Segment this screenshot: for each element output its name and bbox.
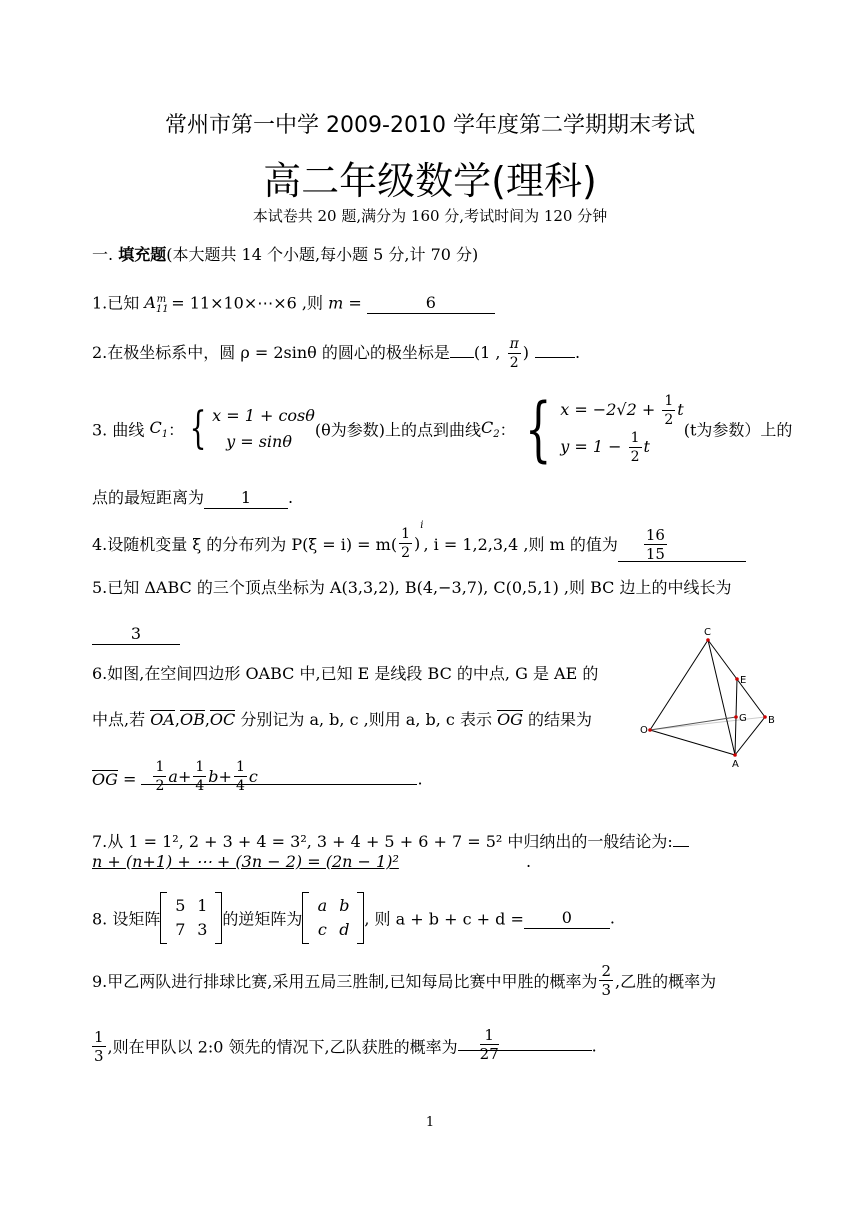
q4-half bbox=[399, 525, 412, 562]
q3-c2-letter: C bbox=[481, 417, 494, 437]
q6-vector-og: OG bbox=[497, 710, 523, 729]
q6-line2-c: 的结果为 bbox=[522, 710, 593, 729]
q3-t-b: t bbox=[643, 437, 650, 456]
page-number: 1 bbox=[425, 1115, 435, 1130]
question-5: 5.已知 ΔABC 的三个顶点坐标为 A(3,3,2), B(4,−3,7), C(0,5,1) ,则 BC 边上的中线长为 bbox=[92, 578, 732, 597]
section-heading bbox=[92, 245, 478, 265]
question-3-line2 bbox=[92, 488, 293, 509]
point-e bbox=[735, 677, 739, 681]
q6-line2-b: 分别记为 a, b, c ,则用 a, b, c 表示 bbox=[235, 710, 498, 729]
q3-line2: 点的最短距离为 bbox=[92, 488, 205, 507]
q8-m1-row1 bbox=[169, 894, 213, 918]
question-1 bbox=[92, 290, 495, 321]
q1-answer: 6 bbox=[367, 293, 495, 314]
q8-m2-cell: a bbox=[317, 896, 328, 915]
q6-plus-2: + bbox=[218, 767, 232, 786]
q6-coef-d3: 4 bbox=[235, 778, 245, 794]
label-g: G bbox=[739, 713, 747, 724]
q8-m2-cell: b bbox=[339, 896, 350, 915]
q6-c: c bbox=[248, 767, 258, 786]
point-g bbox=[734, 715, 738, 719]
question-3 bbox=[92, 388, 793, 470]
q9-answer-underline bbox=[458, 1050, 592, 1051]
q5-answer: 3 bbox=[92, 624, 180, 645]
q8-m1-row2 bbox=[169, 918, 213, 942]
point-o bbox=[648, 728, 652, 732]
question-6-line2: 中点,若 OA,OB,OC 分别记为 a, b, c ,则用 a, b, c 表示 OG 的结果为 bbox=[92, 710, 593, 729]
q9-p-d: 3 bbox=[601, 981, 611, 999]
q3-t-a: t bbox=[677, 400, 684, 419]
q3-brace-2: { bbox=[524, 388, 552, 470]
q7-end: . bbox=[526, 852, 532, 871]
section-name: 填充题 bbox=[118, 245, 167, 264]
point-c bbox=[706, 638, 710, 642]
exam-title: 常州市第一中学 2009-2010 学年度第二学期期末考试 bbox=[165, 113, 695, 138]
q3-param2: (t为参数）上的 bbox=[683, 420, 793, 440]
q9-ans-n: 1 bbox=[480, 1026, 499, 1045]
q8-answer: 0 bbox=[524, 908, 610, 929]
section-desc: (本大题共 14 个小题,每小题 5 分,计 70 分) bbox=[166, 245, 479, 264]
q3-system-1 bbox=[212, 403, 315, 455]
section-prefix: 一. bbox=[92, 245, 119, 264]
q6-coef-2 bbox=[193, 758, 206, 795]
edge-oa bbox=[650, 730, 735, 755]
q3-answer: 1 bbox=[204, 488, 288, 509]
q3-one-a: 1 bbox=[664, 393, 674, 409]
q9-ans-d: 27 bbox=[479, 1045, 499, 1063]
q2-text: 2.在极坐标系中，圆 ρ = 2sinθ 的圆心的极坐标是 bbox=[92, 343, 450, 362]
question-4 bbox=[92, 520, 746, 562]
q8-post: , 则 a + b + c + d = bbox=[364, 909, 524, 929]
q7-line1: 7.从 1 = 1², 2 + 3 + 4 = 3², 3 + 4 + 5 + 6 + 7 = 5² 中归纳出的一般结论为: bbox=[92, 832, 673, 851]
q2-answer-fraction bbox=[508, 335, 521, 372]
point-a bbox=[733, 753, 737, 757]
q1-expression: = 11×10×⋯×6 ,则 bbox=[166, 293, 329, 313]
q3-system-2 bbox=[560, 392, 684, 466]
q3-two-a: 2 bbox=[664, 412, 674, 428]
q9-q-n: 1 bbox=[94, 1027, 104, 1046]
q3-prefix: 3. 曲线 bbox=[92, 420, 150, 440]
q9-line1b: ,乙胜的概率为 bbox=[615, 972, 717, 991]
q6-vector-ob: OB bbox=[179, 710, 205, 729]
question-7-line1 bbox=[92, 826, 689, 852]
label-o: O bbox=[640, 725, 648, 736]
q3-c1-letter: C bbox=[149, 417, 162, 437]
exam-subject-title: 高二年级数学(理科) bbox=[263, 159, 597, 203]
edge-og bbox=[650, 717, 736, 730]
edge-ca bbox=[708, 640, 735, 755]
q8-prefix: 8. 设矩阵 bbox=[92, 909, 161, 929]
q6-end: . bbox=[417, 769, 423, 789]
q2-pi: π bbox=[509, 336, 519, 352]
q7-answer: n + (n+1) + ⋯ + (3n − 2) = (2n − 1)² bbox=[92, 852, 399, 871]
q4-ans-d: 15 bbox=[645, 544, 665, 563]
q9-p-yi bbox=[92, 1028, 106, 1065]
q6-answer-expr bbox=[151, 758, 257, 795]
question-8 bbox=[92, 892, 615, 944]
question-6-answer-line bbox=[92, 758, 423, 800]
q6-coef-d1: 2 bbox=[155, 778, 165, 794]
q8-m1-cell: 5 bbox=[175, 896, 186, 915]
q4-answer bbox=[618, 526, 746, 562]
q8-m2-cell: c bbox=[317, 920, 327, 939]
q8-m2-cell: d bbox=[339, 920, 350, 939]
q9-p-n: 2 bbox=[601, 962, 611, 980]
q4-mid: ) bbox=[414, 534, 421, 553]
question-9-line1 bbox=[92, 962, 716, 999]
exam-info: 本试卷共 20 题,满分为 160 分,考试时间为 120 分钟 bbox=[252, 207, 608, 225]
q3-two-b: 2 bbox=[630, 449, 640, 465]
q2-answer-pre: (1 , bbox=[473, 343, 506, 362]
q6-vector-oa: OA bbox=[150, 710, 175, 729]
q9-answer bbox=[458, 1026, 592, 1066]
q6-answer-underline bbox=[141, 784, 417, 785]
q8-matrix-2 bbox=[302, 892, 364, 944]
q3-sys2-line2 bbox=[560, 429, 684, 466]
q6-coef-1 bbox=[153, 758, 166, 795]
q4-prefix: 4.设随机变量 ξ 的分布列为 P(ξ = i) = m( bbox=[92, 535, 398, 554]
q3-c1-sub: 1 bbox=[161, 429, 169, 441]
q6-vector-oc: OC bbox=[209, 710, 236, 729]
q3-end: . bbox=[288, 488, 294, 507]
q1-prefix: 1.已知 bbox=[92, 293, 145, 313]
q3-colon-2: ： bbox=[499, 420, 516, 440]
q9-answer-frac bbox=[480, 1026, 499, 1063]
q3-one-b: 1 bbox=[630, 430, 640, 446]
q6-lhs: OG bbox=[92, 769, 118, 789]
q8-mid: 的逆矩阵为 bbox=[222, 909, 303, 929]
q6-coef-n3: 1 bbox=[235, 759, 245, 775]
tetrahedron-figure bbox=[640, 625, 790, 775]
question-2 bbox=[92, 335, 580, 372]
q8-m1-cell: 3 bbox=[197, 920, 208, 939]
q8-m2-row1 bbox=[311, 894, 355, 918]
q1-equals: = bbox=[343, 293, 367, 313]
q3-sys2-frac1 bbox=[662, 392, 675, 429]
q1-variable: m bbox=[328, 293, 344, 313]
edge-oc bbox=[650, 640, 708, 730]
q6-plus-1: + bbox=[177, 767, 192, 786]
point-b bbox=[763, 715, 767, 719]
q3-sys2-line1 bbox=[560, 392, 684, 429]
q8-m2-row2 bbox=[311, 918, 355, 942]
q2-blank-right bbox=[535, 337, 575, 358]
q4-sup: i bbox=[420, 520, 424, 531]
question-7-line2 bbox=[92, 852, 531, 872]
q7-blank bbox=[673, 826, 689, 847]
question-6-line1: 6.如图,在空间四边形 OABC 中,已知 E 是线段 BC 的中点, G 是 AE 的 bbox=[92, 664, 599, 683]
q4-post: , i = 1,2,3,4 ,则 m 的值为 bbox=[423, 535, 618, 554]
q8-m1-cell: 1 bbox=[197, 896, 208, 915]
q4-answer-frac bbox=[644, 526, 667, 563]
q3-sys2-line1-a: x = −2√2 + bbox=[560, 400, 661, 419]
q6-coef-n2: 1 bbox=[195, 759, 205, 775]
q3-c2 bbox=[481, 417, 500, 441]
q8-matrix-1 bbox=[160, 892, 222, 944]
q2-two: 2 bbox=[509, 355, 519, 371]
question-9-line2 bbox=[92, 1026, 597, 1066]
q3-sys2-line2-a: y = 1 − bbox=[560, 437, 627, 456]
label-c: C bbox=[704, 627, 711, 638]
q8-m1-cell: 7 bbox=[175, 920, 186, 939]
q6-line2-a: 中点,若 bbox=[92, 710, 151, 729]
label-e: E bbox=[740, 675, 747, 686]
q3-sys2-frac2 bbox=[629, 429, 642, 466]
question-5-answer-line bbox=[92, 624, 180, 645]
q6-coef-3 bbox=[234, 758, 247, 795]
edge-ob bbox=[650, 717, 765, 730]
q9-line1: 9.甲乙两队进行排球比赛,采用五局三胜制,已知每局比赛中甲胜的概率为 bbox=[92, 972, 598, 991]
q1-A: $A_{11}^m$ bbox=[144, 293, 169, 316]
q3-colon: ： bbox=[168, 420, 185, 440]
q2-blank-left bbox=[450, 337, 474, 358]
q2-end: . bbox=[575, 343, 581, 362]
q4-answer-underline bbox=[618, 561, 746, 562]
q3-sys1-line1: x = 1 + cosθ bbox=[212, 406, 315, 425]
q3-param1: (θ为参数)上的点到曲线 bbox=[314, 420, 482, 440]
q3-brace-1: { bbox=[189, 403, 207, 454]
q6-equals: = bbox=[117, 769, 142, 789]
q6-coef-n1: 1 bbox=[155, 759, 165, 775]
q3-c2-sub: 2 bbox=[493, 429, 500, 441]
q6-b: b bbox=[208, 767, 219, 786]
label-a: A bbox=[732, 759, 739, 770]
q3-c1 bbox=[149, 417, 169, 441]
q3-sys1-line2: y = sinθ bbox=[226, 432, 292, 451]
q6-answer bbox=[141, 758, 417, 800]
q4-ans-n: 16 bbox=[645, 525, 665, 544]
q8-end: . bbox=[609, 908, 615, 928]
q9-p-jia bbox=[599, 962, 613, 999]
q9-end: . bbox=[591, 1036, 597, 1056]
q6-coef-d2: 4 bbox=[195, 778, 205, 794]
label-b: B bbox=[768, 715, 775, 726]
q9-q-d: 3 bbox=[94, 1046, 104, 1065]
q2-answer-post: ) bbox=[522, 343, 530, 362]
q4-two: 2 bbox=[401, 545, 411, 561]
q4-one: 1 bbox=[401, 526, 411, 542]
q9-line2: ,则在甲队以 2:0 领先的情况下,乙队获胜的概率为 bbox=[107, 1037, 458, 1057]
q6-a: a bbox=[168, 767, 178, 786]
